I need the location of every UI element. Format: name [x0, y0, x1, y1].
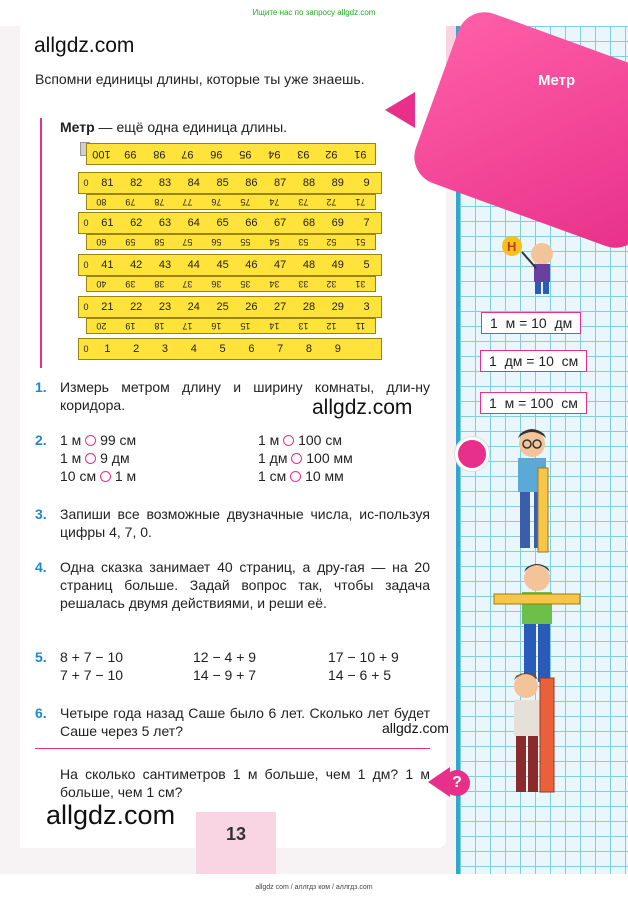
compare-circle-icon[interactable]: [85, 453, 96, 464]
expression: 14 − 6 + 5: [328, 667, 392, 683]
expression: 14 − 9 + 7: [193, 667, 257, 683]
tape-zero: 0: [83, 178, 89, 188]
tape-zero: 0: [83, 218, 89, 228]
tape-label: 56: [211, 237, 222, 247]
compare-right: 100 мм: [306, 450, 353, 466]
tape-label: 33: [297, 279, 308, 289]
watermark: allgdz.com: [382, 720, 449, 736]
bonus-question: На сколько сантиметров 1 м больше, чем 1 дм? 1 м больше, чем 1 см?: [60, 766, 430, 800]
compare-right: 1 м: [114, 468, 137, 484]
compare-left: 10 см: [60, 468, 97, 484]
tape-label: 47: [274, 259, 287, 271]
tape-label: 3: [363, 301, 370, 313]
tape-zero: 0: [83, 260, 89, 270]
tape-segment: [78, 296, 382, 318]
task-number: 3.: [35, 506, 47, 522]
task-3-text: Запиши все возможные двузначные числа, ис-пользуя цифры 4, 7, 0.: [60, 506, 430, 540]
tape-label: 71: [355, 197, 366, 207]
tape-label: 59: [125, 237, 136, 247]
tape-label: 84: [187, 177, 200, 189]
task-2-row: [258, 467, 344, 485]
tape-label: 9: [334, 343, 341, 355]
tape-label: 44: [187, 259, 200, 271]
tape-label: 72: [326, 197, 337, 207]
tape-label: 49: [331, 259, 344, 271]
watermark: allgdz.com: [34, 34, 135, 57]
tape-label: 3: [161, 343, 169, 355]
tape-label: 80: [96, 197, 107, 207]
watermark: allgdz.com: [46, 800, 176, 830]
tape-label: 81: [101, 177, 114, 189]
tape-label: 64: [187, 217, 200, 229]
tape-label: 16: [211, 321, 222, 331]
tape-label: 26: [245, 301, 258, 313]
task-1-text: Измерь метром длину и ширину комнаты, дли-ну коридора.: [60, 379, 430, 413]
tape-label: 7: [363, 217, 370, 229]
bottom-note: allgdz com / аллгдз ком / аллгдз.com: [255, 884, 373, 891]
pointer-triangle-icon: [385, 92, 415, 128]
tape-label: 19: [125, 321, 136, 331]
expression: 7 + 7 − 10: [60, 667, 124, 683]
task-2-row: [60, 467, 136, 485]
unit-box: 1 м = 10 дм: [481, 312, 581, 334]
tape-label: 68: [302, 217, 316, 229]
tape-label: 88: [302, 177, 316, 189]
tape-label: 18: [153, 321, 164, 331]
compare-circle-icon[interactable]: [290, 471, 301, 482]
task-number: 5.: [35, 649, 47, 665]
tape-label: 55: [240, 237, 251, 247]
tape-label: 65: [216, 217, 229, 229]
tape-label: 60: [96, 237, 107, 247]
tape-label: 41: [101, 259, 114, 271]
watermark: allgdz.com: [312, 396, 413, 419]
tape-label: 24: [187, 301, 200, 313]
tape-label: 48: [302, 259, 316, 271]
tape-label: 96: [210, 148, 223, 160]
tape-label: 82: [130, 177, 143, 189]
tape-label: 94: [268, 148, 281, 160]
tape-label: 12: [326, 321, 337, 331]
definition-term: Метр: [60, 119, 95, 135]
tape-label: 15: [240, 321, 251, 331]
tape-label: 5: [219, 343, 226, 355]
tape-label: 99: [124, 148, 137, 160]
top-note: Ищите нас по запросу allgdz.com: [252, 8, 376, 17]
task-number: 2.: [35, 432, 47, 448]
tape-label: 85: [216, 177, 229, 189]
expression: 12 − 4 + 9: [193, 649, 257, 665]
tape-label: 37: [182, 279, 193, 289]
tape-label: 74: [269, 197, 280, 207]
tape-label: 69: [331, 217, 344, 229]
tape-label: 76: [211, 197, 222, 207]
compare-left: 1 дм: [258, 450, 288, 466]
task-2-row: [258, 431, 342, 449]
compare-right: 99 см: [100, 432, 137, 448]
tape-label: 31: [355, 279, 366, 289]
tape-label: 45: [216, 259, 229, 271]
compare-circle-icon[interactable]: [291, 453, 302, 464]
tape-label: 25: [216, 301, 229, 313]
tape-label: 23: [158, 301, 172, 313]
tape-label: 75: [240, 197, 251, 207]
compare-circle-icon[interactable]: [283, 435, 294, 446]
tape-segment: [86, 318, 376, 334]
tape-zero: 0: [83, 344, 89, 354]
tape-segment: [78, 212, 382, 234]
tape-label: 38: [153, 279, 164, 289]
tape-label: 87: [274, 177, 287, 189]
task-6-text: Четыре года назад Саше было 6 лет. Сколько лет будет Саше через 5 лет?: [60, 705, 430, 739]
tape-label: 8: [305, 343, 313, 355]
tape-label: 34: [269, 279, 280, 289]
tape-label: 9: [363, 177, 370, 189]
task-2-row: [60, 449, 130, 467]
tape-segment: [78, 172, 382, 194]
svg-text:Н: Н: [507, 239, 517, 254]
question-mark-icon: ?: [444, 770, 470, 796]
tape-label: 7: [277, 343, 284, 355]
tape-label: 95: [239, 148, 252, 160]
tape-label: 73: [297, 197, 308, 207]
mascot-illustration: [498, 232, 568, 302]
tape-label: 51: [355, 237, 366, 247]
task-number: 1.: [35, 379, 47, 395]
tape-label: 61: [101, 217, 114, 229]
tape-label: 67: [274, 217, 287, 229]
task-2-row: [60, 431, 136, 449]
tape-label: 100: [92, 148, 111, 160]
intro-text: Вспомни единицы длины, которые ты уже знаешь.: [35, 71, 365, 87]
tape-segment: [78, 338, 382, 360]
tape-segment: [86, 234, 376, 250]
tape-label: 21: [101, 301, 114, 313]
compare-right: 100 см: [298, 432, 342, 448]
compare-circle-icon[interactable]: [85, 435, 96, 446]
compare-circle-icon[interactable]: [100, 471, 111, 482]
tape-label: 28: [302, 301, 316, 313]
compare-left: 1 см: [258, 468, 287, 484]
tape-label: 63: [158, 217, 172, 229]
tape-label: 54: [269, 237, 280, 247]
compare-right: 9 дм: [100, 450, 130, 466]
tape-label: 29: [331, 301, 344, 313]
tape-label: 86: [245, 177, 258, 189]
tape-label: 2: [133, 343, 140, 355]
tape-label: 1: [104, 343, 111, 355]
tape-label: 14: [269, 321, 280, 331]
tape-label: 46: [245, 259, 258, 271]
task-number: 6.: [35, 705, 47, 721]
tape-label: 5: [363, 259, 370, 271]
compare-left: 1 м: [60, 432, 82, 448]
tape-label: 97: [181, 148, 194, 160]
tape-segment: [78, 254, 382, 276]
tape-segment: [86, 276, 376, 292]
tape-segment: [86, 143, 376, 165]
tape-label: 17: [182, 321, 193, 331]
compare-right: 10 мм: [305, 468, 344, 484]
tape-label: 22: [130, 301, 143, 313]
definition-rule: [40, 118, 42, 368]
tape-label: 13: [297, 321, 308, 331]
attention-icon: [455, 437, 489, 471]
task-2-row: [258, 449, 353, 467]
tape-label: 43: [158, 259, 172, 271]
expression: 8 + 7 − 10: [60, 649, 124, 665]
page-number: 13: [225, 824, 247, 844]
tape-label: 35: [240, 279, 251, 289]
tape-label: 66: [245, 217, 258, 229]
boy-measuring-height-illustration: [498, 428, 568, 556]
tape-label: 36: [211, 279, 222, 289]
tape-zero: 0: [83, 302, 89, 312]
tape-label: 6: [248, 343, 255, 355]
compare-left: 1 м: [258, 432, 280, 448]
tape-label: 92: [325, 148, 338, 160]
sidebar-title: Метр: [538, 72, 576, 89]
tape-label: 93: [296, 148, 310, 160]
tape-label: 89: [331, 177, 344, 189]
tape-label: 4: [190, 343, 197, 355]
tape-label: 58: [153, 237, 164, 247]
unit-box: 1 м = 100 см: [480, 392, 587, 414]
tape-segment: [86, 194, 376, 210]
expression: 17 − 10 + 9: [328, 649, 399, 665]
definition-text: — ещё одна единица длины.: [94, 119, 288, 135]
tape-label: 11: [355, 321, 366, 331]
tape-label: 83: [158, 177, 172, 189]
definition: [60, 118, 287, 136]
divider: [35, 748, 430, 749]
tape-label: 27: [274, 301, 287, 313]
boy-standing-ruler-illustration: [500, 668, 560, 796]
tape-label: 91: [354, 148, 367, 160]
tape-label: 57: [182, 237, 193, 247]
tape-label: 77: [182, 197, 193, 207]
tape-label: 53: [297, 237, 308, 247]
tape-label: 78: [153, 197, 164, 207]
tape-label: 39: [125, 279, 136, 289]
tape-label: 52: [326, 237, 337, 247]
task-4-text: Одна сказка занимает 40 страниц, а дру-гая — на 20 страниц больше. Задай вопрос так, чтобы задача решалась двумя действиями, и реши её.: [60, 559, 430, 611]
unit-box: 1 дм = 10 см: [480, 350, 587, 372]
tape-label: 42: [130, 259, 143, 271]
tape-label: 20: [96, 321, 107, 331]
tape-label: 62: [130, 217, 143, 229]
tape-label: 98: [152, 148, 166, 160]
tape-label: 79: [125, 197, 136, 207]
compare-left: 1 м: [60, 450, 82, 466]
task-number: 4.: [35, 559, 47, 575]
tape-label: 40: [96, 279, 107, 289]
tape-label: 32: [326, 279, 337, 289]
